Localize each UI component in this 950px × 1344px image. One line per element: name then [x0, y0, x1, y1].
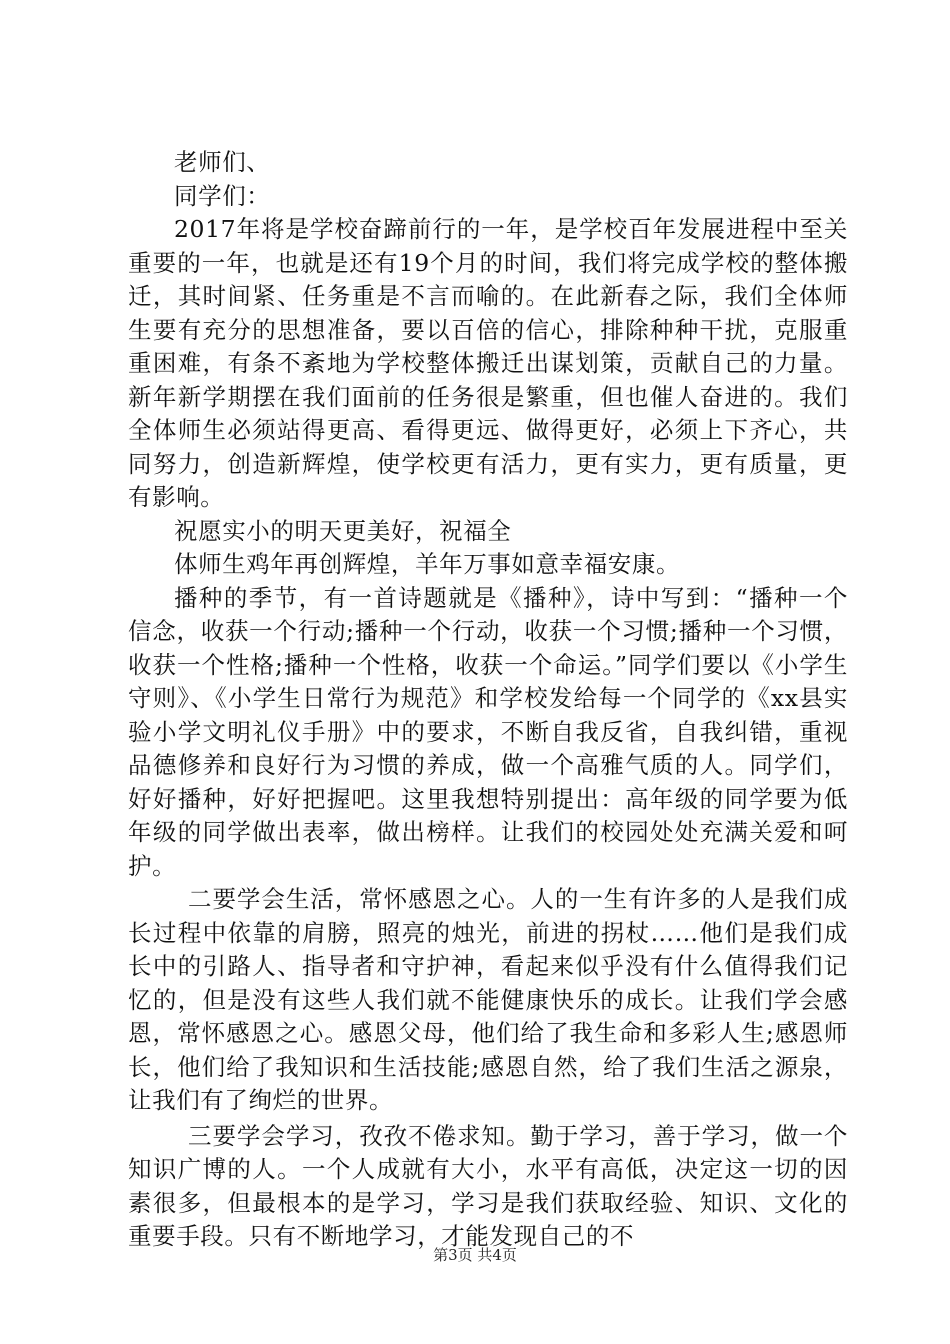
paragraph-wishes-line-1: 祝愿实小的明天更美好，祝福全: [174, 516, 512, 545]
salutation-students: 同学们：: [174, 181, 271, 210]
page-number-footer: 第3页 共4页: [433, 1246, 517, 1264]
paragraph-wishes-line-2: 体师生鸡年再创辉煌，羊年万事如意幸福安康。: [174, 550, 681, 578]
paragraph-learning: 三要学会学习，孜孜不倦求知。勤于学习，善于学习，做一个知识广博的人。一个人成就有大小，水平有高低，决定这一切的因素很多，但最根本的是学习，学习是我们获取经验、知识、文化的重要手段。只有不断地学习，才能发现自己的不: [128, 1121, 848, 1250]
document-body: [128, 146, 848, 1254]
paragraph-gratitude: 二要学会生活，常怀感恩之心。人的一生有许多的人是我们成长过程中依靠的肩膀，照亮的烛光，前进的拐杖……他们是我们成长中的引路人、指导者和守护神，看起来似乎没有什么值得我们记忆的，但是没有这些人我们就不能健康快乐的成长。让我们学会感恩，常怀感恩之心。感恩父母，他们给了我生命和多彩人生;感恩师长，他们给了我知识和生活技能;感恩自然，给了我们生活之源泉，让我们有了绚烂的世界。: [128, 885, 848, 1114]
salutation-teachers: 老师们、: [174, 148, 271, 176]
paragraph-sowing: 播种的季节，有一首诗题就是《播种》，诗中写到：“播种一个信念，收获一个行动;播种一个行动，收获一个习惯;播种一个习惯，收获一个性格;播种一个性格，收获一个命运。”同学们要以《小学生守则》、《小学生日常行为规范》和学校发给每一个同学的《xx县实验小学文明礼仪手册》中的要求，不断自我反省，自我纠错，重视品德修养和良好行为习惯的养成，做一个高雅气质的人。同学们，好好播种，好好把握吧。这里我想特别提出：高年级的同学要为低年级的同学做出表率，做出榜样。让我们的校园处处充满关爱和呵护。: [128, 583, 848, 880]
paragraph-school-relocation: 2017年将是学校奋蹄前行的一年，是学校百年发展进程中至关重要的一年，也就是还有19个月的时间，我们将完成学校的整体搬迁，其时间紧、任务重是不言而喻的。在此新春之际，我们全体师生要有充分的思想准备，要以百倍的信心，排除种种干扰，克服重重困难，有条不紊地为学校整体搬迁出谋划策，贡献自己的力量。新年新学期摆在我们面前的任务很是繁重，但也催人奋进的。我们全体师生必须站得更高、看得更远、做得更好，必须上下齐心，共同努力，创造新辉煌，使学校更有活力，更有实力，更有质量，更有影响。: [128, 215, 848, 511]
